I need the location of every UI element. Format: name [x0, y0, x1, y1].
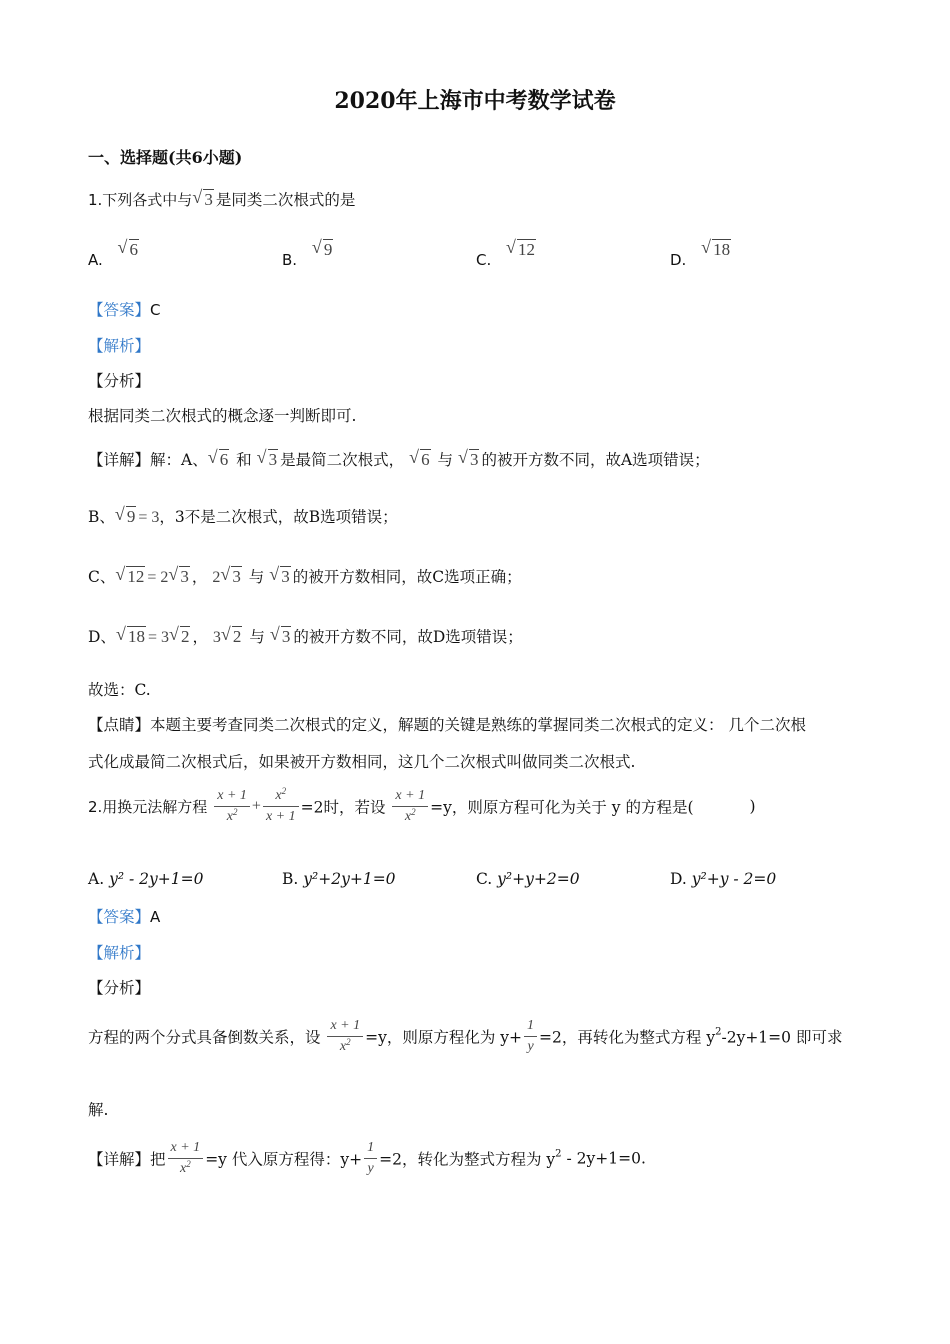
q2-fraction-1: $\frac{x + 1}{x^2}$ — [214, 788, 250, 825]
q1-choose: 故选：C. — [88, 681, 151, 699]
q2-stem: 2.用换元法解方程 $\frac{x + 1}{x^2}$ + $\frac{x^2}{x + 1}$ =2时，若设 $\frac{x + 1}{x^2}$ =y，则原方程可化为关于 y 的方程是( ) — [88, 786, 756, 824]
q2-option-d[interactable]: D. y²+y - 2=0 — [670, 870, 777, 888]
q1-option-c[interactable]: C. √ 12 — [476, 240, 538, 269]
q1-detail-a: 【详解】解：A、√ 6 和 √ 3 是最简二次根式， √ 6 与 √ 3 的被开方数不同，故A选项错误； — [88, 448, 710, 470]
q1-fenxi-label: 【分析】 — [88, 372, 151, 390]
q1-option-d[interactable]: D. √ 18 — [670, 240, 733, 269]
q1-analysis-label: 【解析】 — [88, 337, 151, 355]
q2-fraction-2: $\frac{x^2}{x + 1}$ — [263, 788, 299, 825]
q1-option-a[interactable]: A. √ 6 — [88, 240, 141, 269]
q1-detail-d: D、√ 18 = 3√ 2 ， 3√ 2 与 √ 3 的被开方数不同，故D选项错误； — [88, 625, 523, 647]
section-heading: 一、选择题(共6小题) — [88, 148, 243, 167]
q2-analysis-label: 【解析】 — [88, 944, 151, 962]
q2-option-a[interactable]: A. y² - 2y+1=0 — [88, 870, 204, 888]
q2-answer: 【答案】A — [88, 908, 161, 926]
q1-detail-c: C、√ 12 = 2√ 3 ， 2√ 3 与 √ 3 的被开方数相同，故C选项正确； — [88, 565, 522, 587]
q2-fenxi-end: 解. — [88, 1101, 109, 1119]
q2-option-b[interactable]: B. y²+2y+1=0 — [282, 870, 396, 888]
q2-fenxi-text: 方程的两个分式具备倒数关系，设 $\frac{x + 1}{x^2}$ =y，则原方程化为 y+ $\frac{1}{y}$ =2，再转化为整式方程 $y^2-2y+1=0$ 即可求 — [88, 1018, 843, 1054]
q1-answer: 【答案】C — [88, 301, 161, 319]
q2-fraction-3: $\frac{x + 1}{x^2}$ — [392, 788, 428, 825]
q1-option-b[interactable]: B. √ 9 — [282, 240, 335, 269]
q1-stem-radical: √ 3 — [194, 190, 214, 210]
q1-comment-line2: 式化成最简二次根式后，如果被开方数相同，这几个二次根式叫做同类二次根式. — [88, 753, 636, 771]
page-title: 2020年上海市中考数学试卷 — [334, 88, 616, 114]
q1-comment-line1: 【点睛】本题主要考查同类二次根式的定义，解题的关键是熟练的掌握同类二次根式的定义： 几个二次根 — [88, 716, 806, 734]
q1-detail-b: B、√ 9 = 3，3不是二次根式，故B选项错误； — [88, 505, 398, 527]
q2-fenxi-label: 【分析】 — [88, 979, 151, 997]
q1-fenxi-text: 根据同类二次根式的概念逐一判断即可. — [88, 407, 357, 425]
q2-detail: 【详解】把 $\frac{x + 1}{x^2}$ =y 代入原方程得：y+ $\frac{1}{y}$ =2，转化为整式方程为 $y^2 - 2y+1=0$. — [88, 1140, 646, 1176]
q1-stem: 1.下列各式中与√ 3 是同类二次根式的是 — [88, 188, 355, 210]
q2-option-c[interactable]: C. y²+y+2=0 — [476, 870, 580, 888]
